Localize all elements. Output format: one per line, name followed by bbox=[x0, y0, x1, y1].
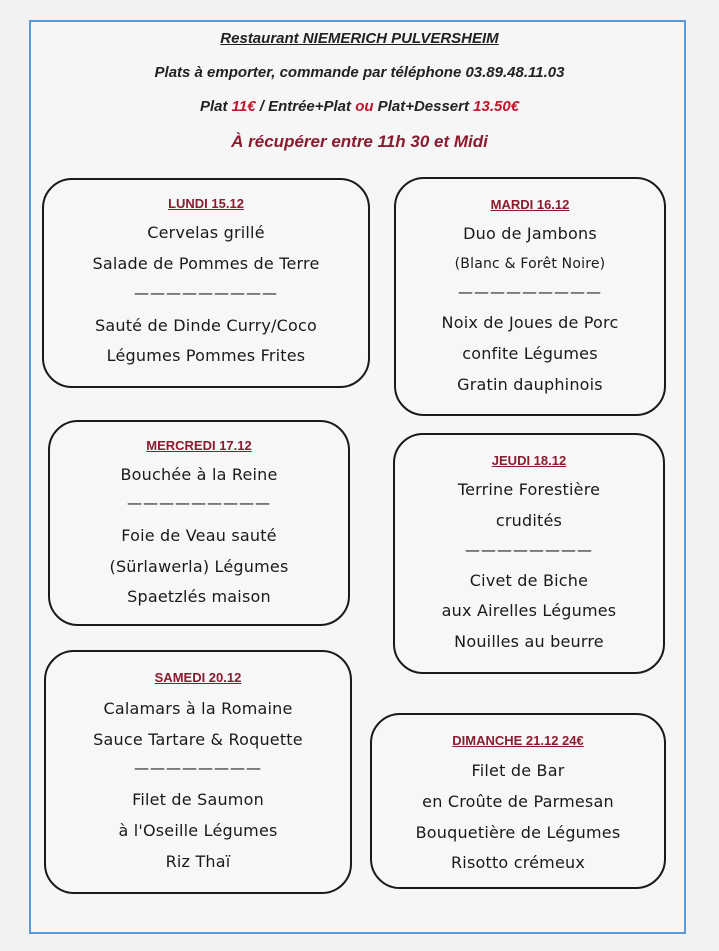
dish-line: Spaetzlés maison bbox=[127, 587, 271, 606]
dish-line: Risotto crémeux bbox=[450, 853, 585, 872]
dish-line: Civet de Biche bbox=[469, 571, 589, 590]
separator: ———————— bbox=[134, 759, 262, 777]
dish-line: Riz Thaï bbox=[165, 852, 231, 871]
dish-line: Bouquetière de Légumes bbox=[415, 823, 621, 842]
dish-line: Sauce Tartare & Roquette bbox=[93, 730, 303, 749]
dish-line: Terrine Forestière bbox=[457, 480, 601, 499]
dish-line: Gratin dauphinois bbox=[457, 375, 603, 394]
dish-line: Bouchée à la Reine bbox=[120, 465, 278, 484]
pickup-time: À récupérer entre 11h 30 et Midi bbox=[231, 132, 488, 151]
separator: ———————— bbox=[465, 541, 593, 559]
day-title: DIMANCHE 21.12 24€ bbox=[452, 733, 584, 748]
dish-line: crudités bbox=[495, 511, 563, 530]
day-card-samedi bbox=[44, 650, 352, 894]
separator: ————————— bbox=[458, 283, 602, 301]
day-card-dimanche bbox=[370, 713, 666, 889]
day-card-mercredi bbox=[48, 420, 350, 626]
day-card-jeudi bbox=[393, 433, 665, 674]
day-title: MARDI 16.12 bbox=[490, 197, 570, 212]
dish-line: en Croûte de Parmesan bbox=[422, 792, 614, 811]
day-title: LUNDI 15.12 bbox=[168, 196, 244, 211]
day-title: SAMEDI 20.12 bbox=[154, 670, 242, 685]
day-card-lundi bbox=[42, 178, 370, 388]
dish-line: Calamars à la Romaine bbox=[103, 699, 293, 718]
dish-line: Noix de Joues de Porc bbox=[441, 313, 619, 332]
dish-line: Filet de Bar bbox=[471, 761, 565, 780]
dish-line: (Blanc & Forêt Noire) bbox=[454, 256, 606, 272]
order-phone-line: Plats à emporter, commande par téléphone 03.89.48.11.03 bbox=[154, 64, 565, 81]
dish-line: Cervelas grillé bbox=[147, 223, 265, 242]
dish-line: Filet de Saumon bbox=[132, 790, 264, 809]
price-plat-dessert-label: Plat+Dessert bbox=[373, 98, 474, 115]
dish-line: Duo de Jambons bbox=[463, 224, 597, 243]
price-ou: ou bbox=[355, 98, 374, 115]
dish-line: aux Airelles Légumes bbox=[441, 601, 617, 620]
dish-line: à l'Oseille Légumes bbox=[118, 821, 278, 840]
day-title: MERCREDI 17.12 bbox=[146, 438, 252, 453]
price-entree-plat-label: / Entrée+Plat bbox=[255, 98, 356, 115]
price-line bbox=[0, 98, 719, 115]
dish-line: Légumes Pommes Frites bbox=[106, 346, 306, 365]
dish-line: Nouilles au beurre bbox=[454, 632, 604, 651]
dish-line: confite Légumes bbox=[462, 344, 598, 363]
dish-line: Sauté de Dinde Curry/Coco bbox=[95, 316, 317, 335]
restaurant-title: Restaurant NIEMERICH PULVERSHEIM bbox=[220, 30, 499, 47]
separator: ————————— bbox=[134, 284, 278, 302]
dish-line: Foie de Veau sauté bbox=[121, 526, 277, 545]
dish-line: Salade de Pommes de Terre bbox=[92, 254, 320, 273]
separator: ————————— bbox=[127, 494, 271, 512]
dish-line: (Sürlawerla) Légumes bbox=[109, 557, 289, 576]
price-plat-value: 11€ bbox=[231, 98, 256, 115]
day-card-mardi bbox=[394, 177, 666, 416]
price-plat-label: Plat bbox=[199, 98, 232, 115]
price-combo-value: 13.50€ bbox=[473, 98, 520, 115]
day-title: JEUDI 18.12 bbox=[491, 453, 567, 468]
